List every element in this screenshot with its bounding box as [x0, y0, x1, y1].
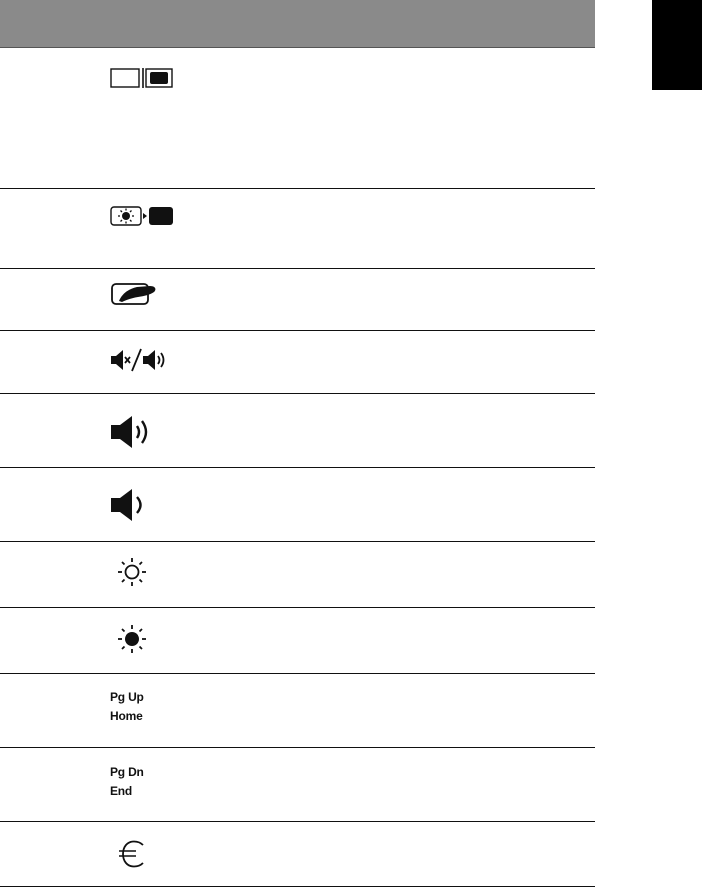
- table-row: [0, 748, 595, 822]
- touchpad-toggle-icon: [110, 282, 160, 306]
- table-row: [0, 394, 595, 468]
- speaker-toggle-icon: [110, 348, 174, 372]
- table-row: [0, 189, 595, 269]
- table-row: [0, 542, 595, 608]
- table-row: [0, 468, 595, 542]
- table-row: [0, 48, 595, 189]
- table-row: [0, 608, 595, 674]
- key-label-line1: Pg Dn: [110, 765, 144, 779]
- page-down-end-keys: [110, 763, 144, 801]
- key-label-line2: Home: [110, 709, 143, 723]
- chapter-tab: [652, 0, 702, 90]
- brightness-down-icon: [110, 624, 150, 654]
- page-up-home-keys: [110, 688, 144, 726]
- display-toggle-icon: [110, 67, 174, 89]
- table-row: [0, 269, 595, 331]
- euro-icon: [110, 840, 150, 868]
- key-label-line2: End: [110, 784, 133, 798]
- screen-blank-icon: [110, 206, 174, 226]
- brightness-up-icon: [110, 557, 150, 587]
- volume-down-icon: [110, 488, 160, 522]
- volume-up-icon: [110, 415, 160, 449]
- table-row: [0, 674, 595, 748]
- key-label-line1: Pg Up: [110, 690, 144, 704]
- table-row: [0, 822, 595, 887]
- table-header: [0, 0, 595, 48]
- table-row: [0, 331, 595, 394]
